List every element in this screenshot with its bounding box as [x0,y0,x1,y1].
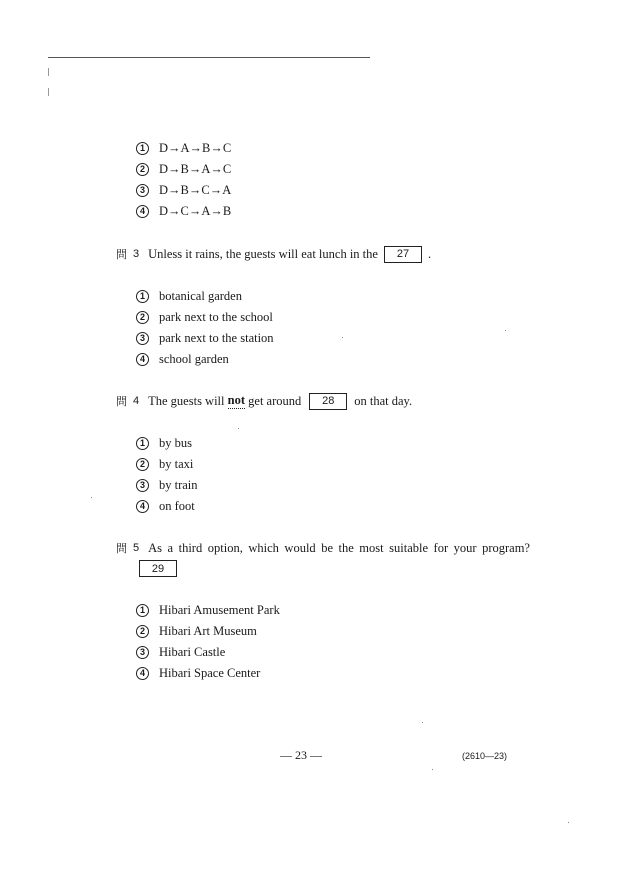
scan-speck [505,330,506,331]
option-number: 2 [136,458,149,471]
question-text: Unless it rains, the guests will eat lunch in the [148,246,378,261]
option-text: on foot [159,498,195,513]
q3-option-1[interactable] [136,286,242,306]
question-4 [116,390,412,412]
scan-speck [432,769,433,770]
question-mark: 問 [116,248,127,261]
option-number: 4 [136,667,149,680]
question-3 [116,243,431,265]
q2-option-3[interactable] [136,180,231,200]
option-text: D→B→C→A [159,182,232,197]
question-mark: 問 [116,395,127,408]
option-text: by taxi [159,456,194,471]
option-number: 4 [136,205,149,218]
exam-code: (2610—23) [462,751,508,761]
option-number: 2 [136,311,149,324]
q5-option-4[interactable] [136,663,260,683]
option-text: D→C→A→B [159,203,232,218]
q2-option-2[interactable] [136,159,231,179]
question-end: . [427,246,432,261]
question-text: The guests will [148,393,225,408]
q2-option-1[interactable] [136,138,231,158]
answer-blank-27[interactable]: 27 [384,246,422,263]
option-number: 4 [136,500,149,513]
q4-option-2[interactable] [136,454,193,474]
option-number: 1 [136,142,149,155]
question-text: As a third option, which would be the most suitable for your program? [148,540,530,555]
q3-option-4[interactable] [136,349,229,369]
scan-speck [422,722,423,723]
option-text: Hibari Space Center [159,665,261,680]
option-number: 3 [136,479,149,492]
q3-option-2[interactable] [136,307,273,327]
option-text: botanical garden [159,288,242,303]
option-number: 2 [136,163,149,176]
q4-option-4[interactable] [136,496,195,516]
q5-option-1[interactable] [136,600,280,620]
option-text: school garden [159,351,229,366]
option-text: D→A→B→C [159,140,232,155]
q4-option-1[interactable] [136,433,192,453]
question-number: 3 [133,248,140,260]
question-number: 4 [133,395,140,407]
option-text: Hibari Castle [159,644,226,659]
option-number: 1 [136,604,149,617]
answer-blank-29[interactable]: 29 [139,560,177,577]
question-mark: 問 [116,542,127,555]
option-number: 1 [136,290,149,303]
option-number: 3 [136,646,149,659]
option-number: 3 [136,332,149,345]
margin-tick [48,68,49,76]
option-number: 3 [136,184,149,197]
option-text: D→B→A→C [159,161,232,176]
option-text: Hibari Art Museum [159,623,257,638]
q5-option-3[interactable] [136,642,225,662]
option-text: Hibari Amusement Park [159,602,280,617]
scan-speck [238,428,239,429]
question-number: 5 [133,542,140,554]
q3-option-3[interactable] [136,328,274,348]
q5-option-2[interactable] [136,621,257,641]
question-end: on that day. [354,393,413,408]
emphasis-not: not [227,393,246,407]
scan-speck [342,337,343,338]
option-text: by bus [159,435,192,450]
q4-option-3[interactable] [136,475,198,495]
margin-tick [48,88,49,96]
scan-speck [91,497,92,498]
option-text: by train [159,477,198,492]
page-number: — 23 — [280,748,322,762]
question-text: get around [248,393,302,408]
scan-speck [568,822,569,823]
option-text: park next to the station [159,330,274,345]
answer-blank-28[interactable]: 28 [309,393,347,410]
top-rule [48,57,370,58]
question-5 [116,537,536,559]
option-number: 2 [136,625,149,638]
q2-option-4[interactable] [136,201,231,221]
option-number: 1 [136,437,149,450]
option-text: park next to the school [159,309,273,324]
option-number: 4 [136,353,149,366]
